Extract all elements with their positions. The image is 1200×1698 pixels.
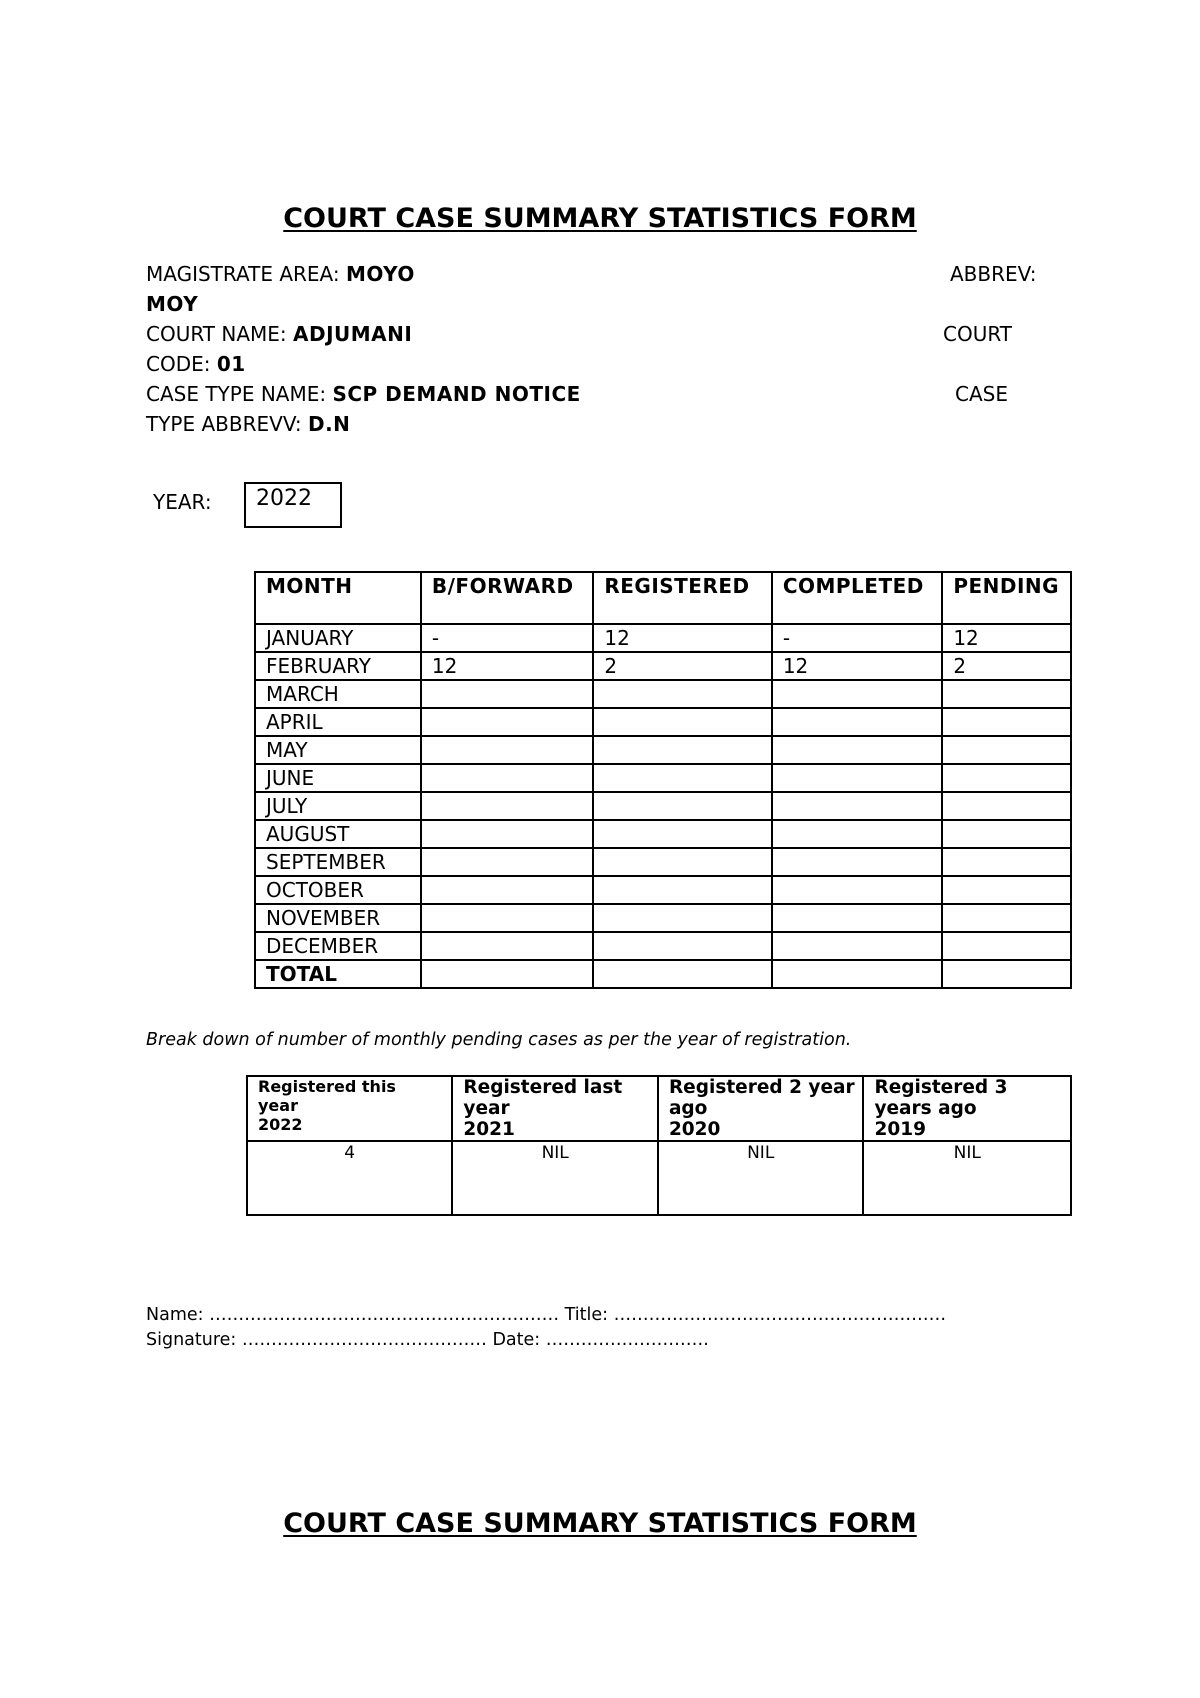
breakdown-note: Break down of number of monthly pending cases as per the year of registration. (146, 1030, 852, 1050)
case-label: CASE (955, 382, 1008, 406)
table-row (255, 904, 1071, 932)
court-code-label: CODE: (146, 352, 211, 376)
value-cell (593, 820, 771, 848)
month-cell: JUNE (255, 764, 421, 792)
table-row (255, 876, 1071, 904)
court-label: COURT (943, 322, 1013, 346)
value-cell (772, 792, 943, 820)
case-type-value: SCP DEMAND NOTICE (332, 382, 581, 406)
value-cell (421, 960, 593, 988)
month-cell: APRIL (255, 708, 421, 736)
month-cell: OCTOBER (255, 876, 421, 904)
case-type-abbrev-label: TYPE ABBREVV: (146, 412, 302, 436)
header-month: MONTH (255, 572, 421, 624)
pending-breakdown-table (246, 1075, 1072, 1216)
month-cell: SEPTEMBER (255, 848, 421, 876)
value-cell (772, 680, 943, 708)
table-row (255, 624, 1071, 652)
value-cell: 12 (593, 624, 771, 652)
breakdown-header-this-year: Registered this year 2022 (247, 1076, 452, 1141)
value-cell: - (772, 624, 943, 652)
value-cell (421, 680, 593, 708)
month-cell: MAY (255, 736, 421, 764)
value-cell: 2 (593, 652, 771, 680)
table-row (255, 820, 1071, 848)
breakdown-value-2-years-ago: NIL (658, 1141, 864, 1215)
header-pending: PENDING (942, 572, 1071, 624)
monthly-stats-table (254, 571, 1072, 989)
value-cell (942, 932, 1071, 960)
breakdown-header-3-years-ago: Registered 3 years ago 2019 (863, 1076, 1071, 1141)
value-cell (772, 736, 943, 764)
value-cell: 2 (942, 652, 1071, 680)
value-cell: - (421, 624, 593, 652)
table-row (255, 792, 1071, 820)
breakdown-value-this-year: 4 (247, 1141, 452, 1215)
value-cell (421, 848, 593, 876)
value-cell (772, 960, 943, 988)
month-cell: TOTAL (255, 960, 421, 988)
month-cell: DECEMBER (255, 932, 421, 960)
value-cell (942, 764, 1071, 792)
value-cell (942, 876, 1071, 904)
breakdown-value-3-years-ago: NIL (863, 1141, 1071, 1215)
header-info (146, 259, 1046, 439)
value-cell (772, 876, 943, 904)
value-cell (421, 820, 593, 848)
value-cell (421, 876, 593, 904)
abbrev-value: MOY (146, 292, 199, 316)
table-row (255, 848, 1071, 876)
value-cell (593, 848, 771, 876)
value-cell (772, 820, 943, 848)
value-cell (421, 736, 593, 764)
value-cell (593, 904, 771, 932)
value-cell: 12 (772, 652, 943, 680)
value-cell (772, 848, 943, 876)
month-cell: JANUARY (255, 624, 421, 652)
value-cell (942, 792, 1071, 820)
breakdown-values-row (247, 1141, 1071, 1215)
table-row (255, 764, 1071, 792)
breakdown-value-last-year: NIL (452, 1141, 658, 1215)
value-cell (772, 932, 943, 960)
court-name-value: ADJUMANI (293, 322, 413, 346)
court-code-value: 01 (216, 352, 246, 376)
value-cell (942, 904, 1071, 932)
table-row (255, 680, 1071, 708)
breakdown-header-last-year: Registered last year 2021 (452, 1076, 658, 1141)
breakdown-header-row (247, 1076, 1071, 1141)
table-row (255, 932, 1071, 960)
year-label: YEAR: (153, 490, 212, 514)
value-cell (421, 708, 593, 736)
value-cell (593, 960, 771, 988)
case-type-label: CASE TYPE NAME: (146, 382, 327, 406)
signature-date-line: Signature: …………………………………… Date: ………………………. (146, 1330, 709, 1350)
value-cell (593, 708, 771, 736)
value-cell (942, 708, 1071, 736)
form-title: COURT CASE SUMMARY STATISTICS FORM (283, 203, 917, 234)
name-title-line: Name: …………………………………………………… Title: ………………………………………………… (146, 1305, 947, 1325)
value-cell (942, 736, 1071, 764)
case-type-abbrev-value: D.N (307, 412, 351, 436)
month-cell: NOVEMBER (255, 904, 421, 932)
value-cell (942, 820, 1071, 848)
value-cell (772, 904, 943, 932)
month-cell: JULY (255, 792, 421, 820)
value-cell (593, 764, 771, 792)
value-cell (772, 764, 943, 792)
value-cell (421, 764, 593, 792)
month-cell: AUGUST (255, 820, 421, 848)
value-cell (772, 708, 943, 736)
value-cell (942, 960, 1071, 988)
value-cell (942, 848, 1071, 876)
table-header-row (255, 572, 1071, 624)
table-row (255, 708, 1071, 736)
header-completed: COMPLETED (772, 572, 943, 624)
value-cell: 12 (421, 652, 593, 680)
value-cell (593, 680, 771, 708)
value-cell (421, 904, 593, 932)
value-cell (593, 736, 771, 764)
value-cell (942, 680, 1071, 708)
value-cell (421, 792, 593, 820)
magistrate-area-label: MAGISTRATE AREA: (146, 262, 340, 286)
table-row (255, 736, 1071, 764)
month-cell: MARCH (255, 680, 421, 708)
footer-form-title: COURT CASE SUMMARY STATISTICS FORM (283, 1508, 917, 1539)
magistrate-area-value: MOYO (345, 262, 415, 286)
abbrev-label: ABBREV: (950, 262, 1037, 286)
value-cell (593, 876, 771, 904)
month-cell: FEBRUARY (255, 652, 421, 680)
value-cell (593, 792, 771, 820)
value-cell (593, 932, 771, 960)
breakdown-header-2-years-ago: Registered 2 year ago 2020 (658, 1076, 864, 1141)
table-row (255, 652, 1071, 680)
value-cell (421, 932, 593, 960)
header-bforward: B/FORWARD (421, 572, 593, 624)
table-row (255, 960, 1071, 988)
value-cell: 12 (942, 624, 1071, 652)
header-registered: REGISTERED (593, 572, 771, 624)
year-field: 2022 (244, 482, 342, 528)
court-name-label: COURT NAME: (146, 322, 287, 346)
